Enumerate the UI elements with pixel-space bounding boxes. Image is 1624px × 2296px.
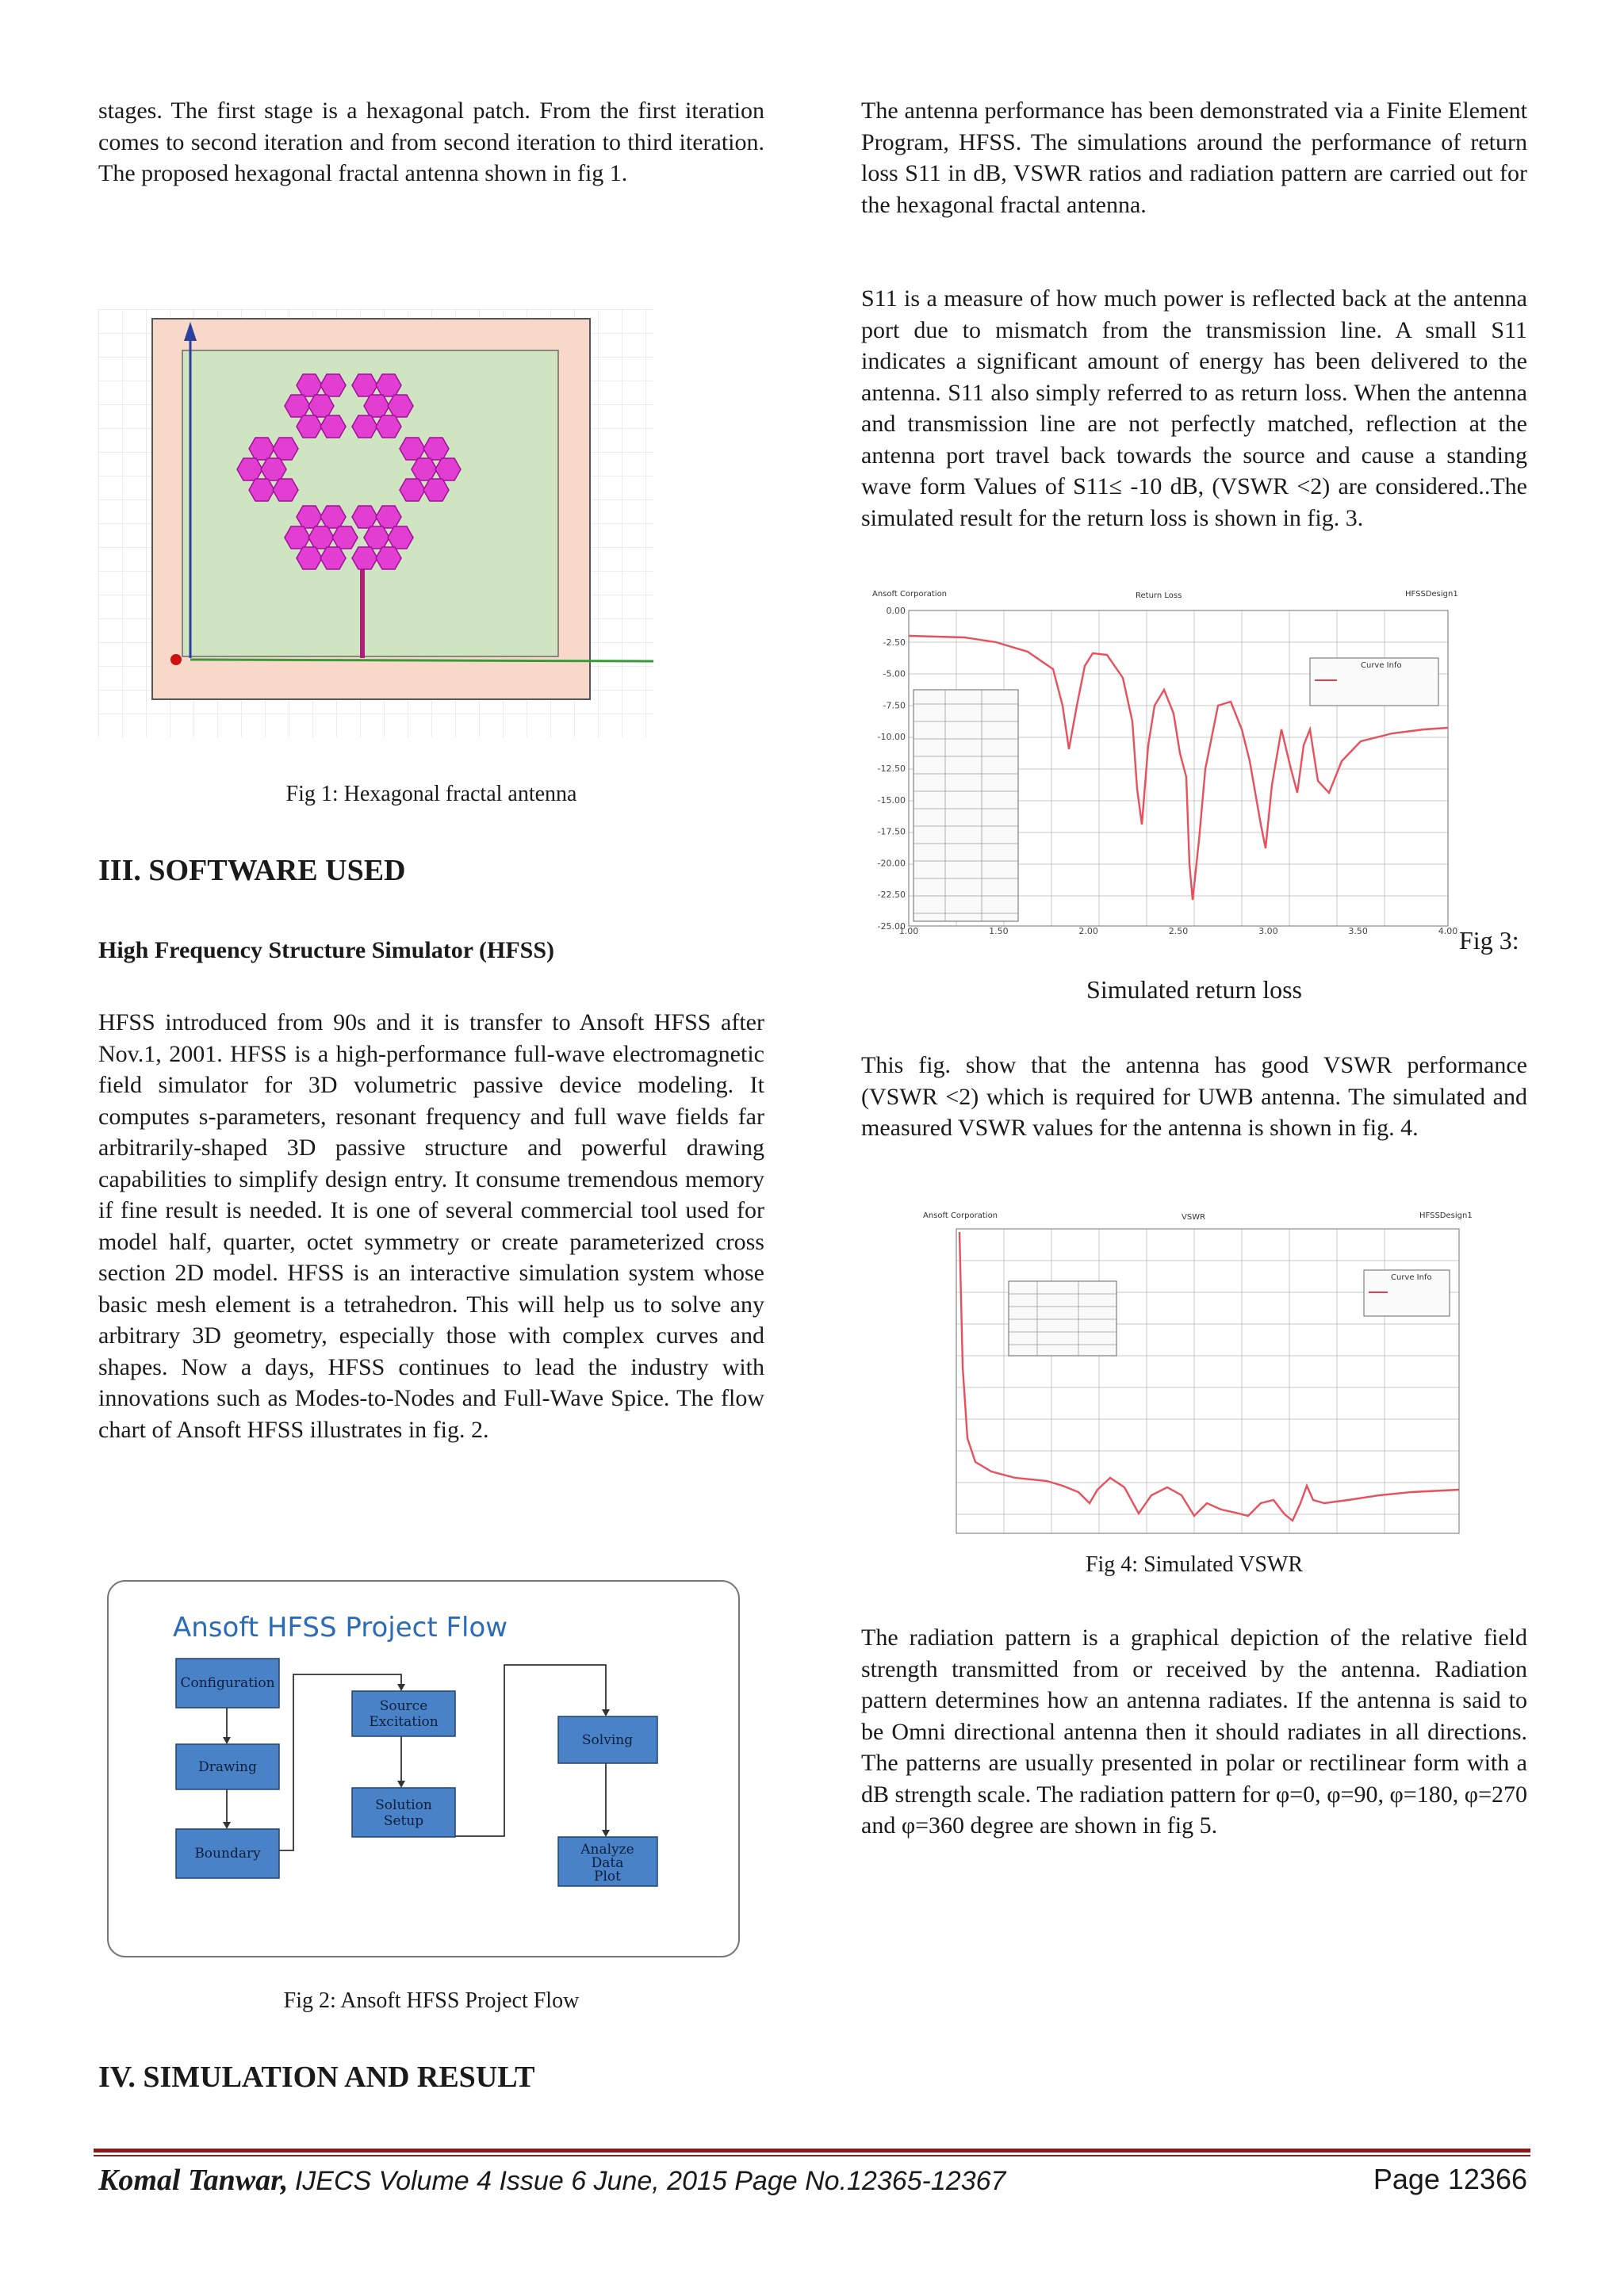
rl-x-tick-label: 4.00 (1438, 926, 1458, 936)
rl-y-tick-label: -5.00 (883, 668, 906, 679)
rl-header-right: HFSSDesign1 (1405, 590, 1458, 599)
vswr-legend-title: Curve Info (1391, 1273, 1432, 1282)
rl-y-tick-label: -20.00 (877, 858, 906, 869)
vswr-header-right: HFSSDesign1 (1419, 1211, 1473, 1220)
hfss-paragraph-block (98, 1007, 764, 1445)
intro-paragraph: stages. The first stage is a hexagonal patch. From the first iteration comes to second iteration and from second iteration to third iteration. The proposed hexagonal fractal antenna shown in fig 1. (98, 98, 764, 186)
analyze-label: Analyze (580, 1842, 634, 1858)
source-label: Source (379, 1698, 428, 1714)
right-paragraph-3-block (861, 1050, 1527, 1144)
fig3-caption-b: Simulated return loss (1086, 975, 1302, 1004)
right-paragraph-3: This fig. show that the antenna has good VSWR performance (VSWR <2) which is required for UWB antenna. The simulated and measured VSWR values for the antenna is shown in fig. 4. (861, 1052, 1527, 1141)
right-paragraph-4-block (861, 1622, 1527, 1842)
rl-y-tick-label: -2.50 (883, 637, 906, 648)
right-paragraph-1: The antenna performance has been demonstrated via a Finite Element Program, HFSS. The simulations around the performance of return loss S11 in dB, VSWR ratios and radiation pattern are carried out for the hexagonal fractal antenna. (861, 98, 1527, 218)
fig2-flowchart (106, 1579, 741, 1958)
setup-label: Setup (383, 1813, 424, 1829)
rl-title: Return Loss (1136, 591, 1182, 600)
rl-y-tick-label: -22.50 (877, 890, 906, 901)
fig3-return-loss-chart (869, 587, 1456, 936)
right-paragraph-2: S11 is a measure of how much power is reflected back at the antenna port due to mismatch from the transmission line. A small S11 indicates a significant amount of energy has been delivered to the antenna. S11 also simply referred to as return loss. When the antenna and transmission line are not perfectly matched, reflection at the antenna port travel back towards the source and cause a standing wave form Values of S11≤ -10 dB, (VSWR <2) are considered..The simulated result for the return loss is shown in fig. 3. (861, 285, 1527, 531)
rl-y-tick-label: -12.50 (877, 763, 906, 774)
rl-x-tick-label: 1.50 (989, 926, 1009, 936)
rl-y-tick-label: -15.00 (877, 794, 906, 806)
footer-rule-thin (94, 2155, 1530, 2156)
drawing-label: Drawing (198, 1759, 257, 1775)
plot-label: Plot (594, 1869, 621, 1885)
boundary-label: Boundary (194, 1846, 261, 1862)
rl-y-tick-label: -17.50 (877, 826, 906, 837)
fig4-vswr-chart (920, 1208, 1473, 1541)
excitation-label: Excitation (369, 1714, 439, 1730)
hfss-paragraph: HFSS introduced from 90s and it is transfer to Ansoft HFSS after Nov.1, 2001. HFSS is a high-performance full-wave electromagnetic field simulator for 3D volumetric passive device modeling. It computes s-parameters, resonant frequency and full wave fields far arbitrarily-shaped 3D passive structure and powerful drawing capabilities to simplify design entry. It consume tremendous memory if fine result is needed. It is one of several commercial tool used for model half, quarter, octet symmetry or create parameterized cross section 2D model. HFSS is an interactive simulation system whose basic mesh element is a tetrahedron. This will help us to solve any arbitrary 3D geometry, especially those with complex curves and shapes. Now a days, HFSS continues to lead the industry with innovations such as Modes-to-Nodes and Full-Wave Spice. The flow chart of Ansoft HFSS illustrates in fig. 2. (98, 1009, 764, 1443)
right-paragraph-2-block (861, 283, 1527, 534)
fig1-antenna-image (98, 309, 653, 737)
rl-y-tick-label: 0.00 (886, 606, 906, 616)
rl-y-tick-label: -7.50 (883, 700, 906, 711)
solution-label: Solution (375, 1797, 432, 1813)
rl-marker-table (914, 690, 1018, 921)
vswr-title: VSWR (1182, 1213, 1206, 1222)
section3-heading: III. SOFTWARE USED (98, 854, 406, 887)
fig2-caption: Fig 2: Ansoft HFSS Project Flow (283, 1988, 580, 2013)
rl-legend-title: Curve Info (1361, 661, 1402, 670)
fig4-caption: Fig 4: Simulated VSWR (1085, 1552, 1304, 1577)
right-column (861, 95, 1527, 220)
hfss-subheading: High Frequency Structure Simulator (HFSS) (98, 937, 555, 963)
rl-x-tick-label: 2.00 (1078, 926, 1098, 936)
rl-header-left: Ansoft Corporation (872, 590, 948, 599)
left-column (98, 95, 764, 189)
rl-y-tick-label: -10.00 (877, 732, 906, 743)
page-footer (98, 2163, 1527, 2202)
rl-x-tick-label: 3.00 (1258, 926, 1278, 936)
rl-x-tick-label: 1.00 (898, 926, 919, 936)
footer-journal: IJECS Volume 4 Issue 6 June, 2015 Page No.12365-12367 (294, 2166, 1006, 2196)
footer-page-number: Page 12366 (1373, 2163, 1527, 2195)
rl-x-tick-label: 3.50 (1348, 926, 1368, 936)
antenna-drawing (98, 309, 653, 737)
configuration-label: Configuration (180, 1675, 275, 1691)
footer-rule (94, 2149, 1530, 2152)
rl-y-tick-label: -25.00 (877, 921, 906, 932)
data-label: Data (591, 1855, 624, 1871)
right-paragraph-4: The radiation pattern is a graphical depiction of the relative field strength transmitted from or received by the antenna. Radiation pattern determines how an antenna radiates. If the antenna is said to be Omni directional antenna then it should radiates in all directions. The patterns are usually presented in polar or rectilinear form with a dB strength scale. The radiation pattern for φ=0, φ=90, φ=180, φ=270 and φ=360 degree are shown in fig 5. (861, 1624, 1527, 1839)
vswr-header-left: Ansoft Corporation (923, 1211, 998, 1220)
solving-label: Solving (581, 1732, 634, 1748)
rl-x-tick-label: 2.50 (1168, 926, 1189, 936)
footer-author: Komal Tanwar, (98, 2164, 289, 2197)
fig3-caption-a: Fig 3: (1459, 926, 1519, 955)
flowchart-title: Ansoft HFSS Project Flow (173, 1612, 508, 1644)
section4-heading: IV. SIMULATION AND RESULT (98, 2061, 535, 2094)
fig1-caption: Fig 1: Hexagonal fractal antenna (285, 782, 577, 806)
